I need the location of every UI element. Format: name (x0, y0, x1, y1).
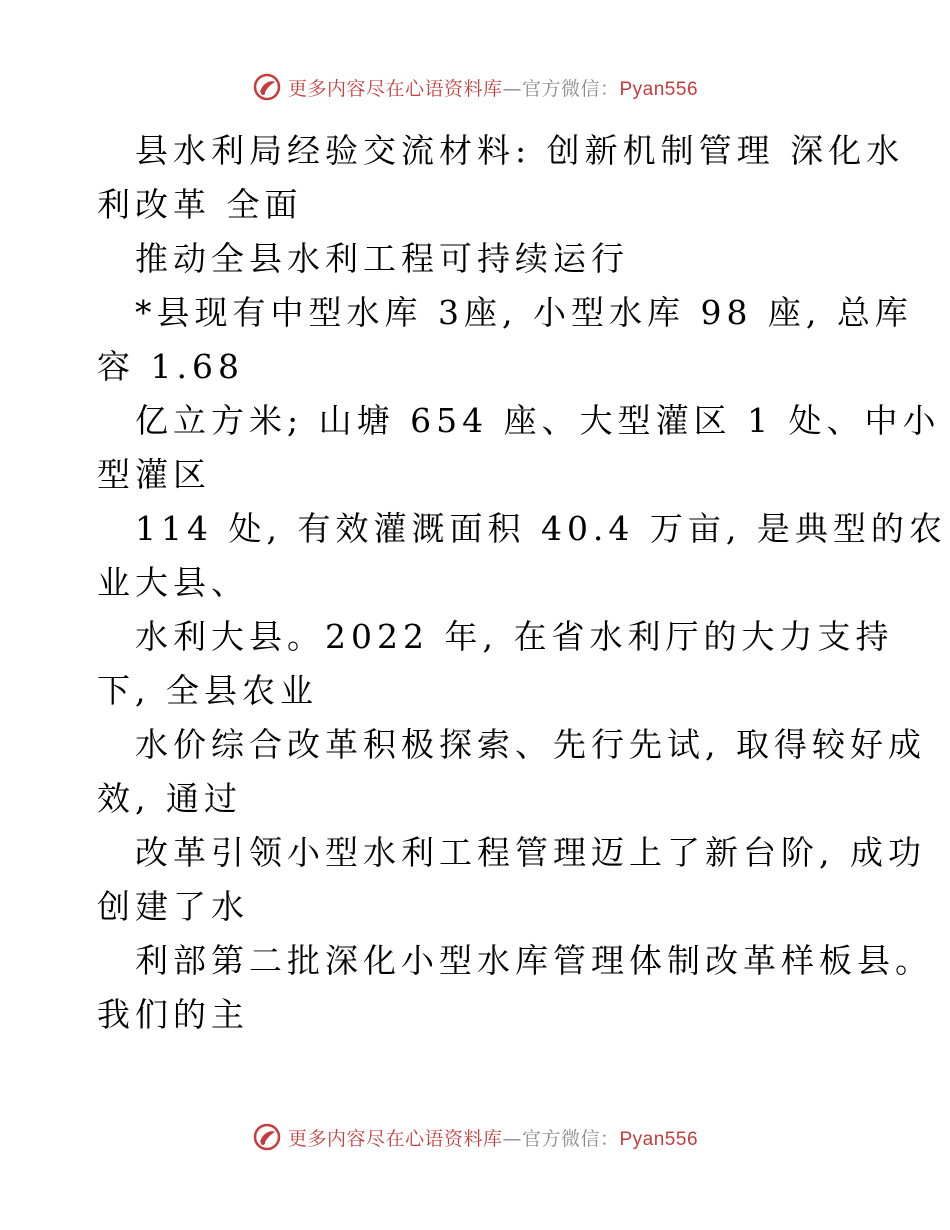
brand-logo-icon (252, 72, 282, 102)
text-line: 水价综合改革积极探索、先行先试, 取得较好成 (135, 725, 926, 764)
text-line: 改革引领小型水利工程管理迈上了新台阶, 成功 (135, 833, 926, 872)
text-line: 下, 全县农业 (97, 671, 318, 710)
text-line: 利改革 全面 (97, 185, 303, 224)
watermark-brand: 更多内容尽在心语资料库 (287, 1127, 503, 1150)
text-line: 水利大县。2022 年, 在省水利厅的大力支持 (135, 617, 894, 656)
text-line: 县水利局经验交流材料: 创新机制管理 深化水 (135, 131, 905, 170)
watermark-id: Pyan556 (619, 78, 699, 100)
watermark-text (288, 1124, 698, 1151)
watermark-label: 官方微信： (521, 1127, 620, 1150)
text-line: 推动全县水利工程可持续运行 (135, 239, 629, 278)
watermark-label: 官方微信： (521, 77, 620, 100)
text-line: 创建了水 (97, 887, 249, 926)
document-body (97, 124, 947, 1042)
header-watermark (0, 72, 950, 102)
text-line: 业大县、 (97, 563, 249, 602)
text-line: 效, 通过 (97, 779, 242, 818)
watermark-dash: — (502, 77, 522, 100)
brand-logo-icon (252, 1122, 282, 1152)
text-line: 利部第二批深化小型水库管理体制改革样板县。 (135, 941, 933, 980)
footer-watermark (0, 1122, 950, 1152)
watermark-text (288, 74, 698, 101)
watermark-brand: 更多内容尽在心语资料库 (287, 77, 503, 100)
watermark-dash: — (502, 1127, 522, 1150)
text-line: *县现有中型水库 3座, 小型水库 98 座, 总库 (135, 293, 913, 332)
text-line: 型灌区 (97, 455, 211, 494)
text-line: 114 处, 有效灌溉面积 40.4 万亩, 是典型的农 (135, 509, 947, 548)
text-line: 亿立方米; 山塘 654 座、大型灌区 1 处、中小 (135, 401, 941, 440)
text-line: 容 1.68 (97, 347, 244, 386)
watermark-id: Pyan556 (619, 1128, 699, 1150)
text-line: 我们的主 (97, 995, 249, 1034)
